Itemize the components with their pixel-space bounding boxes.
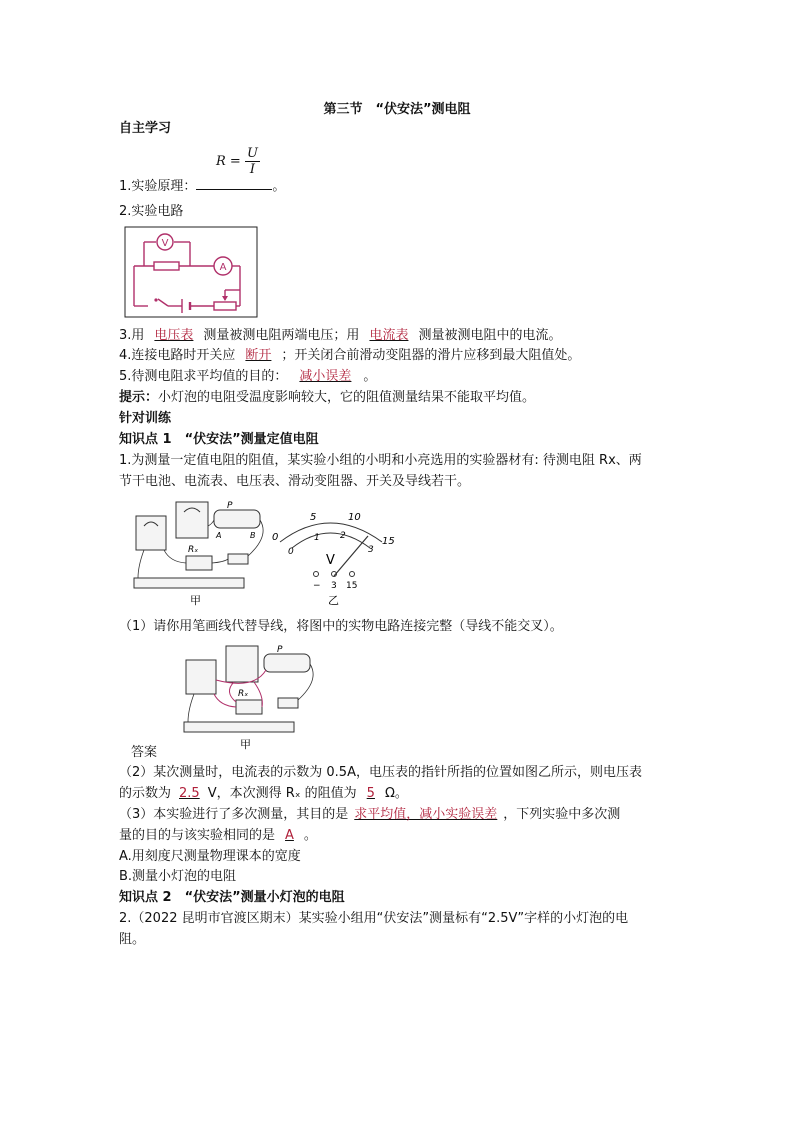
circuit-diagram xyxy=(124,226,258,318)
q5-text-2: 。 xyxy=(363,369,377,384)
formula-denominator: I xyxy=(249,162,256,177)
problem-1-line-1: 1.为测量一定值电阻的阻值，某实验小组的小明和小亮选用的实验器材有: 待测电阻 Rx、两 xyxy=(119,453,642,468)
label-p: P xyxy=(277,645,283,655)
q4-answer: 断开 xyxy=(245,348,272,363)
scale-end-15: 15 xyxy=(382,536,395,547)
meter-symbol: V xyxy=(326,553,335,568)
q1-answer-blank xyxy=(196,176,272,190)
label-a: A xyxy=(216,531,222,540)
scale-top-10: 10 xyxy=(348,512,361,523)
formula-numerator: U xyxy=(246,146,258,161)
sub3-answer-1: 求平均值，减小实验误差 xyxy=(354,807,498,822)
resistor-rx xyxy=(236,700,262,714)
sub3-answer-2: A xyxy=(285,828,294,843)
scale-top-5: 5 xyxy=(310,512,317,523)
hint xyxy=(119,389,535,407)
q4-text-1: 4.连接电路时开关应 xyxy=(119,348,236,363)
q5-text-1: 5.待测电阻求平均值的目的： xyxy=(119,369,288,384)
ammeter-label: A xyxy=(219,262,227,273)
switch-pivot xyxy=(154,298,157,301)
terminal-label-15: 15 xyxy=(346,581,358,591)
answer-apparatus-figure xyxy=(174,640,324,752)
sub-question-2-line-2 xyxy=(119,785,408,803)
q3-answer-1: 电压表 xyxy=(154,328,194,343)
question-5 xyxy=(119,368,376,386)
label-rx: Rₓ xyxy=(188,545,199,555)
wire xyxy=(138,550,144,578)
q3-answer-2: 电流表 xyxy=(369,328,409,343)
label-yi: 乙 xyxy=(328,594,339,607)
q4-text-2: ；开关闭合前滑动变阻器的滑片应移到最大阻值处。 xyxy=(281,348,581,363)
ammeter-box xyxy=(136,516,166,550)
scale-inner-2: 2 xyxy=(340,531,346,541)
wire xyxy=(208,520,214,526)
label-jia: 甲 xyxy=(190,594,201,607)
q1-prefix: 1.实验原理： xyxy=(119,179,197,194)
base-board xyxy=(134,578,244,588)
scale-inner-1: 1 xyxy=(314,533,320,543)
voltmeter-label: V xyxy=(161,238,169,249)
sub-question-3-line-2 xyxy=(119,827,317,845)
rheostat xyxy=(214,302,236,310)
q5-answer: 减小误差 xyxy=(299,369,352,384)
section-self-study: 自主学习 xyxy=(119,121,172,136)
section-training: 针对训练 xyxy=(119,411,172,426)
formula-fraction xyxy=(245,146,260,177)
voltmeter-box xyxy=(176,502,208,538)
sub3-text-2: ，下列实验中多次测 xyxy=(503,807,621,822)
ammeter-box xyxy=(186,660,216,694)
sub2-text-3: V，本次测得 Rₓ 的阻值为 xyxy=(207,786,357,801)
resistor-rx xyxy=(186,556,212,570)
sub-question-2-line-1: （2）某次测量时，电流表的示数为 0.5A，电压表的指针所指的位置如图乙所示，则电压表 xyxy=(119,765,642,780)
terminal-label-neg: − xyxy=(313,581,321,591)
voltmeter-dial-figure-yi xyxy=(270,504,400,608)
problem-1-line-2: 节干电池、电流表、电压表、滑动变阻器、开关及导线若干。 xyxy=(119,474,471,489)
switch xyxy=(228,554,248,564)
scale-arc-inner xyxy=(292,533,370,548)
option-b: B.测量小灯泡的电阻 xyxy=(119,869,237,884)
terminal-label-3: 3 xyxy=(331,581,337,591)
option-a: A.用刻度尺测量物理课本的宽度 xyxy=(119,849,301,864)
knowledge-point-1: 知识点 1 “伏安法”测量定值电阻 xyxy=(119,432,319,447)
apparatus-figure-jia xyxy=(124,496,274,608)
scale-end-0: 0 xyxy=(272,532,279,543)
g-shape xyxy=(134,242,240,310)
answer-wire xyxy=(229,682,236,702)
needle xyxy=(334,536,368,576)
hint-text: 小灯泡的电阻受温度影响较大，它的阻值测量结果不能取平均值。 xyxy=(158,390,536,405)
rheostat-body xyxy=(214,510,260,528)
scale-inner-3: 3 xyxy=(368,545,374,555)
sub2-answer-voltage: 2.5 xyxy=(179,786,200,801)
formula-lhs: R = xyxy=(216,154,241,169)
hint-label: 提示： xyxy=(119,390,159,405)
label-jia: 甲 xyxy=(240,738,251,751)
terminal-neg xyxy=(314,572,319,577)
formula xyxy=(216,146,260,177)
answer-wire xyxy=(214,694,236,707)
page-title: 第三节 “伏安法”测电阻 xyxy=(323,102,471,117)
label-b: B xyxy=(250,531,256,540)
label-rx: Rₓ xyxy=(238,689,249,699)
sub3-text-4: 。 xyxy=(303,828,317,843)
label-p: P xyxy=(227,501,233,511)
sub2-text-4: Ω。 xyxy=(384,786,408,801)
wire xyxy=(164,550,186,563)
switch xyxy=(278,698,298,708)
slider-arrow xyxy=(222,296,228,301)
question-4 xyxy=(119,347,580,365)
switch-blade xyxy=(158,299,168,306)
q3-text-3: 测量被测电阻中的电流。 xyxy=(418,328,562,343)
scale-inner-0: 0 xyxy=(288,547,294,557)
answer-label: 答案 xyxy=(131,745,158,760)
sub3-text-1: （3）本实验进行了多次测量，其目的是 xyxy=(119,807,349,822)
sub-question-3-line-1 xyxy=(119,806,620,824)
q1-suffix: 。 xyxy=(272,179,286,194)
q3-text-1: 3.用 xyxy=(119,328,145,343)
question-1 xyxy=(119,176,285,196)
sub-question-1: （1）请你用笔画线代替导线，将图中的实物电路连接完整（导线不能交叉）。 xyxy=(119,619,563,634)
q3-text-2: 测量被测电阻两端电压；用 xyxy=(203,328,360,343)
base-board xyxy=(184,722,294,732)
terminal-15 xyxy=(350,572,355,577)
wire xyxy=(212,559,228,563)
problem-2-line-2: 阻。 xyxy=(119,932,146,947)
resistor-icon xyxy=(154,262,179,270)
rheostat-body xyxy=(264,654,310,672)
question-3 xyxy=(119,327,561,345)
wire xyxy=(188,694,194,722)
sub2-answer-resistance: 5 xyxy=(366,786,375,801)
knowledge-point-2: 知识点 2 “伏安法”测量小灯泡的电阻 xyxy=(119,890,345,905)
sub2-text-2: 的示数为 xyxy=(119,786,172,801)
problem-2-line-1: 2.（2022 昆明市官渡区期末）某实验小组用“伏安法”测量标有“2.5V”字样的小灯泡的电 xyxy=(119,911,629,926)
question-2: 2.实验电路 xyxy=(119,204,184,219)
voltmeter-box xyxy=(226,646,258,682)
sub3-text-3: 量的目的与该实验相同的是 xyxy=(119,828,276,843)
